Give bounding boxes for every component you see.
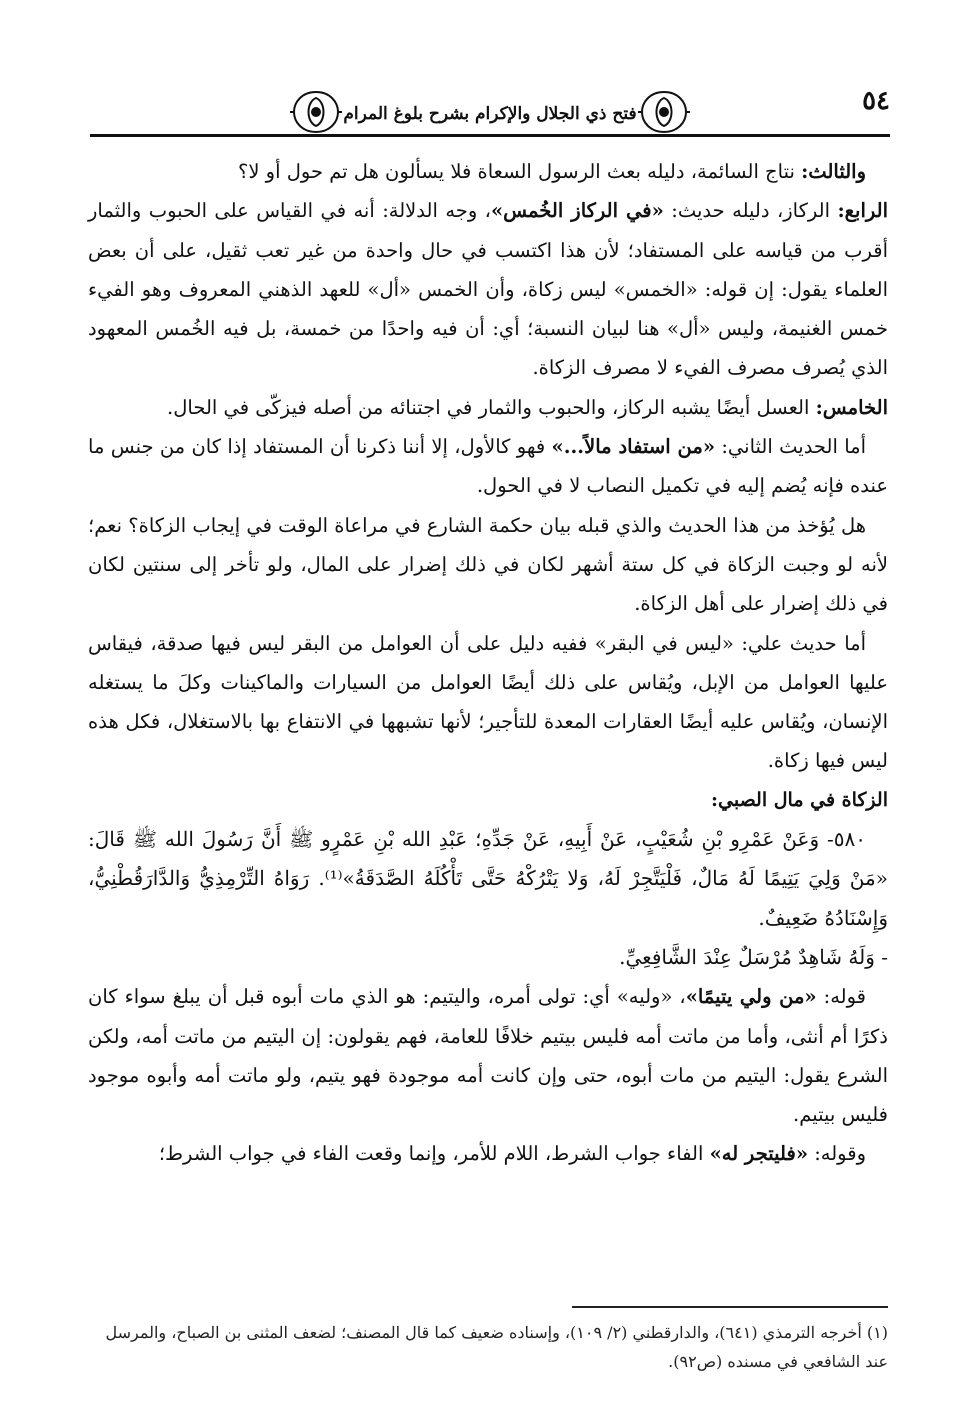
label-fourth: الرابع: bbox=[837, 199, 889, 223]
paragraph-third bbox=[88, 152, 888, 191]
text-orphan-b: ، «وليه» أي: تولى أمره، واليتيم: هو الذي مات أبوه قبل أن يبلغ سواء كان ذكرًا أم أنثى، وأما من ماتت أمه فليس بيتيم خلافًا للعامة، فهم يقولون: إن اليتيم من ماتت أمه، ولكن الشرع يقول: اليتيم من مات أبوه، حتى وإن كانت أمه موجودة فهو يتيم، ولو ماتت أمه وأبوه موجود فليس بيتيم. bbox=[88, 985, 888, 1127]
page-header bbox=[90, 80, 890, 144]
footnote-1: (١) أخرجه الترمذي (٦٤١)، والدارقطني (٢/ ١٠٩)، وإسناده ضعيف كما قال المصنف؛ لضعف المثنى بن الصباح، والمرسل عند الشافعي في مسنده (ص٩٢). bbox=[105, 1323, 888, 1371]
text-orphan-a: قوله: bbox=[816, 985, 867, 1009]
paragraph-orphan bbox=[88, 977, 888, 1134]
footnotes bbox=[88, 1318, 888, 1376]
footnote-rule bbox=[572, 1306, 888, 1308]
text-trade-a: وقوله: bbox=[808, 1142, 866, 1166]
text-second-hadith-a: أما الحديث الثاني: bbox=[715, 435, 867, 459]
header-rule bbox=[90, 134, 890, 137]
section-heading: الزكاة في مال الصبي: bbox=[710, 788, 888, 811]
paragraph-wisdom: هل يُؤخذ من هذا الحديث والذي قبله بيان حكمة الشارع في مراعاة الوقت في إيجاب الزكاة؟ نعم؛ لأنه لو وجبت الزكاة في كل ستة أشهر لكان في ذلك إضرار على المال، ولو تأخر إلى سنتين لكان في ذلك إضرار على أهل الزكاة. bbox=[88, 513, 888, 616]
text-fifth: العسل أيضًا يشبه الركاز، والحبوب والثمار في اجتنائه من أصله فيزكّى في الحال. bbox=[167, 395, 816, 419]
page-number: ٥٤ bbox=[862, 86, 890, 116]
paragraph-fourth bbox=[88, 191, 888, 387]
quote-rikaz: «في الركاز الخُمس» bbox=[490, 199, 664, 223]
paragraph-second-hadith bbox=[88, 427, 888, 506]
main-text bbox=[88, 152, 888, 1174]
text-fourth-a: الركاز، دليله حديث: bbox=[663, 199, 838, 223]
label-third: والثالث: bbox=[801, 160, 866, 183]
quote-orphan: «من ولي يتيمًا» bbox=[685, 985, 817, 1009]
text-second-hadith-b: فهو كالأول، إلا أننا ذكرنا أن المستفاد إذا كان من جنس ما عنده فإنه يُضم إليه في تكميل النصاب لا في الحول. bbox=[88, 435, 888, 498]
text-trade-b: الفاء جواب الشرط، اللام للأمر، وإنما وقعت الفاء في جواب الشرط؛ bbox=[158, 1142, 710, 1166]
quote-trade: «فليتجر له» bbox=[709, 1142, 809, 1166]
text-fourth-c: أنه في القياس على الحبوب والثمار أقرب من قياسه على المستفاد؛ لأن هذا اكتسب في حال واحدة من غير تعب ثقيل، على أن بعض العلماء يقول: إن قوله: «الخمس» ليس زكاة، وأن الخمس «أل» للعهد الذهني المعروف وهو الفيء خمس الغنيمة، وليس «أل» هنا لبيان النسبة؛ أي: أن فيه واحدًا من خمسة، بل فيه الخُمس المعهود الذي يُصرف مصرف الفيء لا مصرف الزكاة. bbox=[88, 199, 888, 380]
paragraph-ali-hadith: أما حديث علي: «ليس في البقر» ففيه دليل على أن العوامل من البقر ليس فيها صدقة، فيقاس عليها العوامل من الإبل، ويُقاس على ذلك أيضًا العوامل من السيارات والماكينات وكلَ ما يستغله الإنسان، ويُقاس عليه أيضًا العقارات المعدة للتأجير؛ لأنها تشبهها في الانتفاع بها بالاستغلال، فكل هذه ليس فيها زكاة. bbox=[88, 631, 888, 773]
paragraph-trade bbox=[88, 1134, 888, 1173]
quote-mustafad: «من استفاد مالاً...» bbox=[551, 435, 716, 459]
text-fourth-b: ، وجه الدلالة: bbox=[374, 199, 491, 223]
hadith-witness: - وَلَهُ شَاهِدٌ مُرْسَلٌ عِنْدَ الشَّافِعِيِّ. bbox=[619, 944, 888, 969]
paragraph-fifth bbox=[88, 388, 888, 427]
text-third: نتاج السائمة، دليله بعث الرسول السعاة فلا يسألون هل تم حول أو لا؟ bbox=[238, 160, 802, 183]
label-fifth: الخامس: bbox=[815, 395, 888, 419]
ornament-left-icon bbox=[290, 88, 342, 136]
hadith-580: ٥٨٠- وَعَنْ عَمْرِو بْنِ شُعَيْبٍ، عَنْ أَبِيهِ، عَنْ جَدِّهِ؛ عَبْدِ الله بْنِ عَمْرٍو ﷺ أَنَّ رَسُولَ الله ﷺ قَالَ: «مَنْ وَلِيَ يَتِيمًا لَهُ مَالٌ، فَلْيَتَّجِرْ لَهُ، وَلا يَتْرُكْهُ حَتَّى تَأْكُلَهُ الصَّدَقَةُ»⁽¹⁾. رَوَاهُ التِّرْمِذِيُّ وَالدَّارَقُطْنِيُّ، وَإِسْنَادُهُ ضَعِيفٌ. bbox=[88, 827, 888, 930]
running-title: فتح ذي الجلال والإكرام بشرح بلوغ المرام bbox=[343, 104, 637, 124]
